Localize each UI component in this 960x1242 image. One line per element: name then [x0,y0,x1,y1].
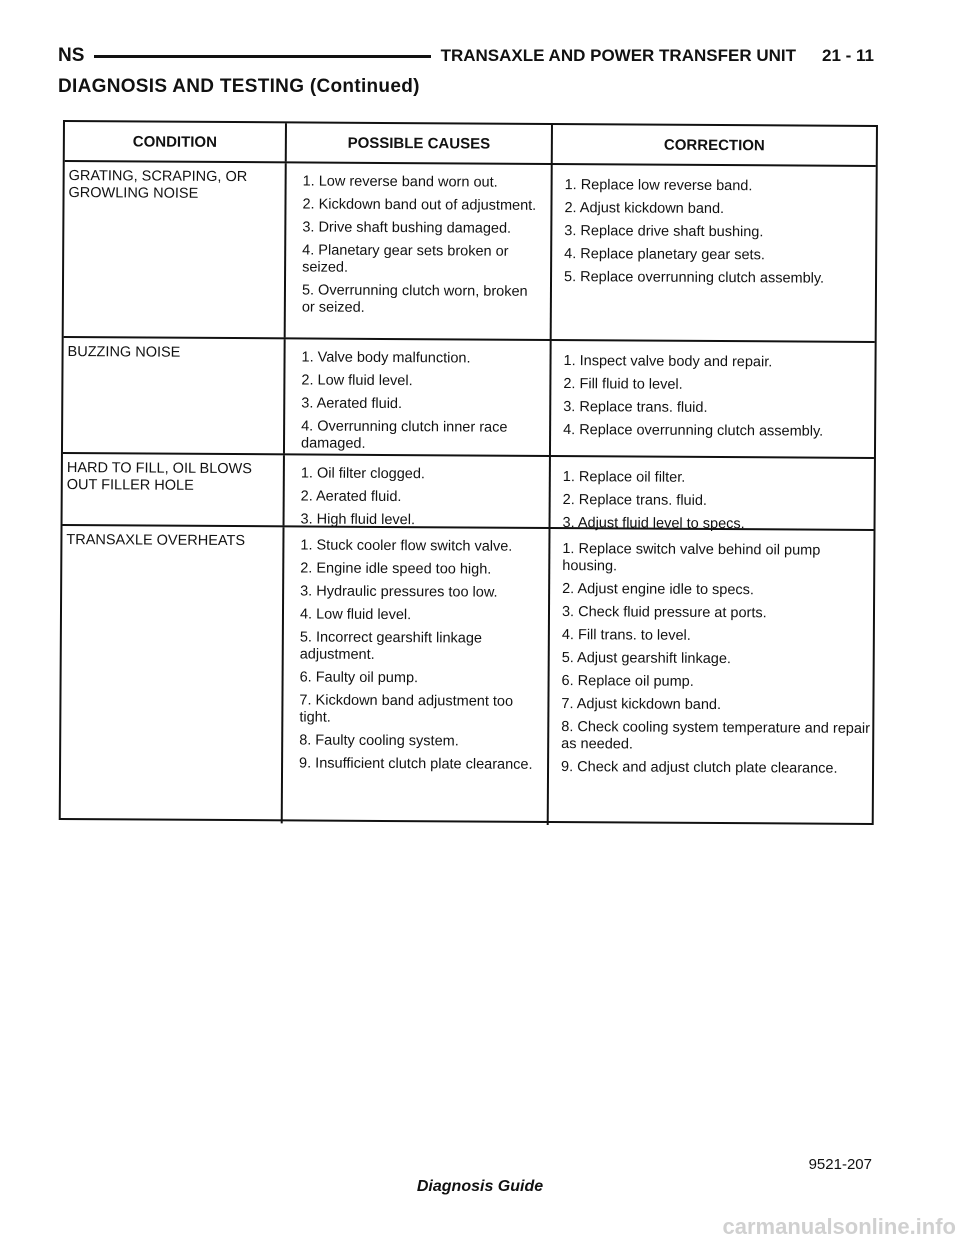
correction-item: 3. Adjust fluid level to specs. [562,515,745,533]
cause-item: 1. Stuck cooler flow switch valve. [300,537,513,555]
cause-item: 5. Overrunning clutch worn, broken or seized. [301,282,528,316]
correction-cell [551,457,874,533]
correction-item: 2. Replace trans. fluid. [562,492,708,509]
column-header-correction: CORRECTION [663,136,765,154]
causes-cell [285,339,552,455]
correction-item: 1. Replace switch valve behind oil pump housing. [562,541,821,575]
correction-item: 2. Fill fluid to level. [563,376,683,393]
correction-item: 9. Check and adjust clutch plate clearance. [561,759,838,777]
correction-item: 4. Fill trans. to level. [561,627,691,644]
header-title: TRANSAXLE AND POWER TRANSFER UNIT [440,46,796,65]
diagnosis-table [59,120,878,825]
cause-item: 1. Oil filter clogged. [300,465,426,483]
correction-cell [551,341,875,457]
watermark-text: carmanualsonline.info [722,1214,956,1239]
correction-item: 6. Replace oil pump. [561,673,694,690]
correction-item: 2. Adjust engine idle to specs. [562,581,755,599]
condition-cell: HARD TO FILL, OIL BLOWS OUT FILLER HOLE [63,454,285,525]
correction-item: 1. Replace oil filter. [562,469,686,486]
cause-item: 4. Low fluid level. [299,606,412,624]
table-row [61,526,874,827]
cause-item: 3. Aerated fluid. [301,395,403,413]
causes-cell [283,527,551,825]
table-row [63,338,875,459]
condition-cell: BUZZING NOISE [63,338,286,453]
correction-item: 5. Adjust gearshift linkage. [561,650,732,668]
cause-item: 8. Faulty cooling system. [299,732,459,750]
correction-item: 4. Replace planetary gear sets. [564,246,765,264]
correction-cell [552,165,876,341]
causes-cell [285,455,551,527]
cause-item: 9. Insufficient clutch plate clearance. [299,755,533,773]
cause-item: 3. High fluid level. [300,511,416,529]
cause-item: 3. Hydraulic pressures too low. [300,583,498,601]
correction-item: 1. Replace low reverse band. [564,177,753,195]
condition-cell: TRANSAXLE OVERHEATS [61,526,285,823]
table-body [61,162,876,827]
header-model-code: NS [58,45,85,66]
cause-item: 4. Planetary gear sets broken or seized. [302,242,509,276]
cause-item: 2. Low fluid level. [301,372,413,390]
cause-item: 3. Drive shaft bushing damaged. [302,219,512,237]
cause-item: 2. Kickdown band out of adjustment. [302,196,537,214]
correction-item: 3. Check fluid pressure at ports. [561,604,767,622]
correction-item: 5. Replace overrunning clutch assembly. [564,269,825,287]
column-header-possible-causes: POSSIBLE CAUSES [287,123,553,163]
table-row [63,454,874,531]
cause-item: 4. Overrunning clutch inner race damaged. [300,418,508,452]
correction-item: 8. Check cooling system temperature and repair as needed. [561,719,871,753]
correction-item: 1. Inspect valve body and repair. [563,353,773,371]
page-header [58,42,874,70]
cause-item: 2. Aerated fluid. [300,488,402,506]
correction-item: 3. Replace drive shaft bushing. [564,223,764,241]
cause-item: 7. Kickdown band adjustment too tight. [299,692,514,726]
section-title: DIAGNOSIS AND TESTING (Continued) [58,76,420,97]
cause-item: 2. Engine idle speed too high. [300,560,492,578]
footer-caption: Diagnosis Guide [416,1178,544,1195]
table-row [64,162,876,343]
header-page-number: 21 - 11 [822,46,874,65]
correction-cell [549,529,874,827]
cause-item: 6. Faulty oil pump. [299,669,419,687]
cause-item: 1. Valve body malfunction. [301,349,471,367]
table-header [65,122,876,167]
correction-item: 4. Replace overrunning clutch assembly. [563,422,824,440]
condition-cell: GRATING, SCRAPING, OR GROWLING NOISE [64,162,287,337]
correction-item: 3. Replace trans. fluid. [563,399,708,416]
cause-item: 1. Low reverse band worn out. [302,173,498,191]
column-header-condition: CONDITION [65,122,287,161]
figure-code: 9521-207 [808,1156,872,1173]
cause-item: 5. Incorrect gearshift linkage adjustment. [299,629,483,663]
causes-cell [286,163,553,339]
correction-item: 2. Adjust kickdown band. [564,200,725,218]
correction-item: 7. Adjust kickdown band. [561,696,722,714]
header-rule [94,55,430,58]
